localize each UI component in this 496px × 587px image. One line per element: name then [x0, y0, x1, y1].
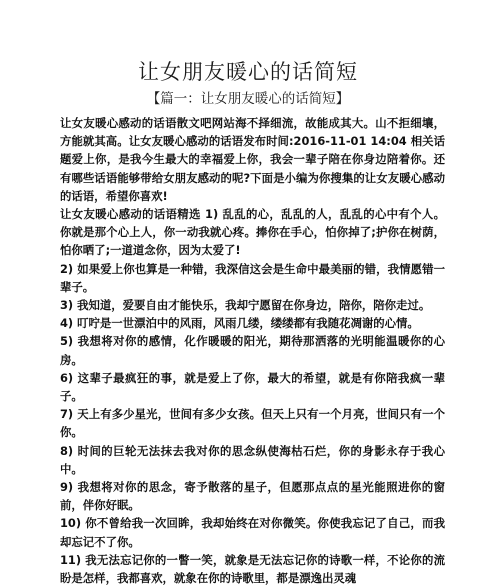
paragraph: 2) 如果爱上你也算是一种错，我深信这会是生命中最美丽的错，我情愿错一辈子。 [60, 261, 445, 294]
paragraph: 让女友暖心感动的话语散文吧网站海不择细流，故能成其大。山不拒细壤，方能就其高。让女友暖心感动的话语发布时间:2016-11-01 14:04 相关话题爱上你，是我今生最大的幸福爱上你，我会一辈子陪在你身边陪着你。还有哪些话语能够带给女朋友感动的呢?下面是小编为你搜集的让女友暖心感动的话语，希望你喜欢! [60, 116, 445, 203]
paragraph: 让女友暖心感动的话语精选 1) 乱乱的心，乱乱的人，乱乱的心中有个人。你就是那个心上人，你一动我就心疼。捧你在手心，怕你掉了;护你在树荫，怕你晒了;一道道念你，因为太爱了! [60, 207, 445, 258]
paragraph: 4) 叮咛是一世漂泊中的风雨，风雨几缕，缕缕都有我随花凋谢的心情。 [60, 316, 419, 331]
paragraph: 3) 我知道，爱要自由才能快乐，我却宁愿留在你身边，陪你，陪你走过。 [60, 298, 431, 313]
document-body [60, 114, 445, 587]
paragraph: 6) 这辈子最疯狂的事，就是爱上了你，最大的希望，就是有你陪我疯一辈子。 [60, 370, 445, 404]
paragraph: 5) 我想将对你的感情，化作暖暖的阳光，期待那洒落的光明能温暖你的心房。 [60, 334, 445, 367]
paragraph: 8) 时间的巨轮无法抹去我对你的思念纵使海枯石烂，你的身影永存于我心中。 [60, 443, 445, 476]
paragraph: 9) 我想将对你的思念，寄予散落的星子，但愿那点点的星光能照进你的窗前，伴你好眠。 [60, 480, 445, 513]
document-subtitle: 【篇一：让女朋友暖心的话简短】 [146, 91, 350, 107]
document-title: 让女朋友暖心的话简短 [138, 60, 358, 84]
paragraph: 11) 我无法忘记你的一瞥一笑，就象是无法忘记你的诗歌一样，不论你的流盼是怎样，我都喜欢，就象在你的诗歌里，都是漂逸出灵魂 [60, 552, 445, 586]
paragraph: 10) 你不曾给我一次回眸，我却始终在对你微笑。你使我忘记了自己，而我却忘记不了你。 [60, 516, 445, 549]
paragraph: 7) 天上有多少星光，世间有多少女孩。但天上只有一个月亮，世间只有一个你。 [60, 407, 445, 440]
